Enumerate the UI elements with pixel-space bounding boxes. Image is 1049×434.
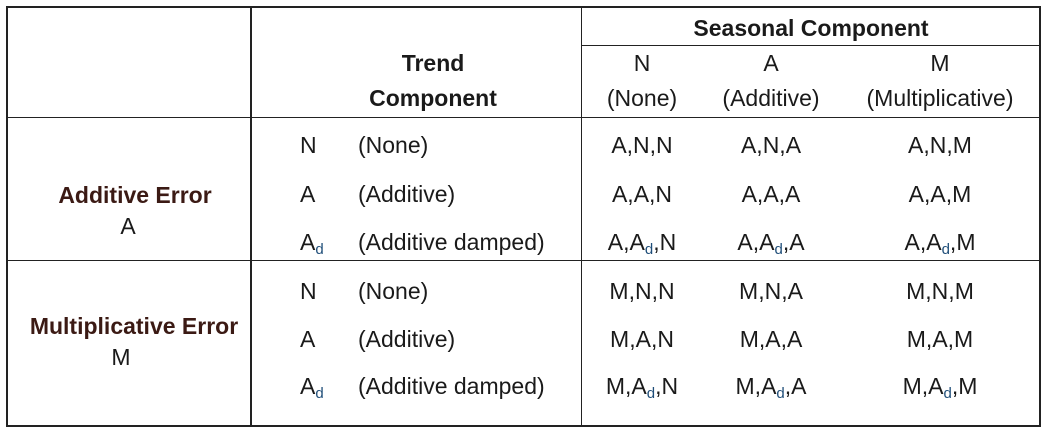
trend-code: A [300,181,316,207]
divider-trend-column [581,6,582,427]
model-cell: $A,A_d,M$ [904,229,976,258]
trend-label: (Additive damped) [358,229,545,255]
model-cell: $A,A_d,A$ [737,229,805,258]
trend-code: N [300,278,317,304]
divider-error-column [250,6,252,427]
trend-label: (Additive damped) [358,373,545,399]
seasonal-col-none-code: N [633,50,651,76]
model-cell: A,N,A [740,132,802,158]
trend-component-title-line2: Component [369,85,497,111]
model-cell: M,A,M [906,326,974,352]
ets-taxonomy-table [6,6,1041,427]
model-cell: A,A,N [611,181,673,207]
seasonal-component-title: Seasonal Component [693,15,929,41]
trend-code: A [300,326,316,352]
trend-label: (Additive) [358,181,456,207]
seasonal-col-additive-code: A [763,50,779,76]
additive-error-code: A [120,213,136,239]
multiplicative-error-label: Multiplicative Error [29,313,239,339]
seasonal-col-additive-label: (Additive) [722,85,820,111]
model-cell: $A,A_d,N$ [607,229,677,258]
multiplicative-error-code: M [111,344,131,370]
model-cell: M,N,N [609,278,675,304]
model-cell: $M,A_d,M$ [902,373,978,402]
model-cell: $M,A_d,N$ [605,373,679,402]
model-cell: M,A,N [610,326,674,352]
trend-component-title-line1: Trend [401,50,465,76]
divider-seasonal-title [582,45,1041,46]
model-cell: A,A,A [741,181,801,207]
trend-label: (Additive) [358,326,456,352]
model-cell: M,N,A [739,278,803,304]
additive-error-label: Additive Error [58,182,212,208]
model-cell: M,A,A [739,326,803,352]
model-cell: A,N,N [611,132,673,158]
seasonal-col-multiplicative-label: (Multiplicative) [866,85,1014,111]
seasonal-col-multiplicative-code: M [930,50,950,76]
divider-header [6,117,1041,118]
model-cell: M,N,M [906,278,974,304]
trend-label: (None) [358,278,429,304]
trend-code: $A_d$ [300,229,324,258]
trend-code: N [300,132,317,158]
model-cell: A,A,M [908,181,972,207]
trend-code: $A_d$ [300,373,324,402]
divider-error-groups [6,260,1041,261]
seasonal-col-none-label: (None) [606,85,678,111]
trend-label: (None) [358,132,429,158]
model-cell: $M,A_d,A$ [735,373,807,402]
model-cell: A,N,M [908,132,972,158]
